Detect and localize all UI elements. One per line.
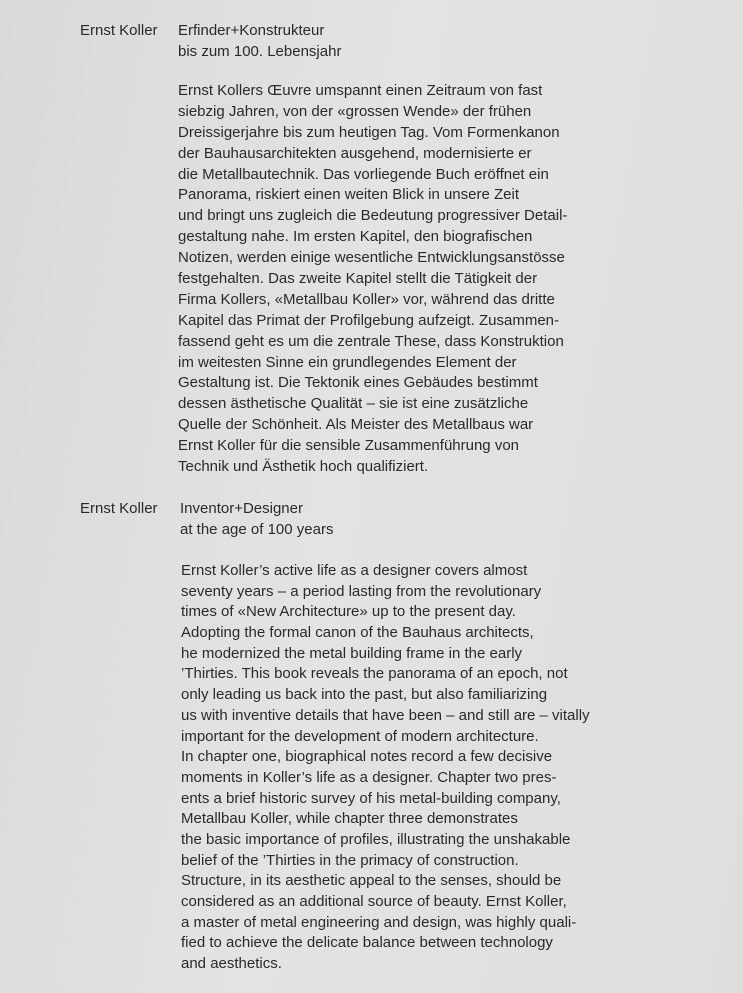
paragraph-line: festgehalten. Das zweite Kapitel stellt die Tätigkeit der — [178, 270, 538, 288]
paragraph-line: times of «New Architecture» up to the present day. — [181, 603, 516, 621]
paragraph-line: im weitesten Sinne ein grundlegendes Element der — [178, 353, 517, 371]
paragraph-line: der Bauhausarchitekten ausgehend, modernisierte er — [178, 144, 532, 162]
paragraph-line: only leading us back into the past, but also familiarizing — [181, 686, 548, 704]
paragraph-line: und bringt uns zugleich die Bedeutung progressiver Detail- — [178, 207, 568, 225]
paragraph-line: Gestaltung ist. Die Tektonik eines Gebäudes bestimmt — [178, 374, 538, 392]
english-paragraph — [181, 561, 590, 975]
paragraph-line: us with inventive details that have been – and still are – vitally — [181, 706, 590, 724]
paragraph-line: Technik und Ästhetik hoch qualifiziert. — [178, 458, 429, 476]
author-label: Ernst Koller — [80, 500, 158, 517]
paragraph-line: Dreissigerjahre bis zum heutigen Tag. Vom Formenkanon — [178, 123, 560, 141]
subtitle-line: at the age of 100 years — [180, 521, 334, 538]
title-line: Erfinder+Konstrukteur — [178, 22, 325, 39]
title-line: Inventor+Designer — [180, 500, 303, 517]
paragraph-line: and aesthetics. — [181, 955, 282, 973]
paragraph-line: Ernst Kollers Œuvre umspannt einen Zeitraum von fast — [178, 82, 543, 99]
subtitle-line: bis zum 100. Lebensjahr — [178, 43, 342, 60]
paragraph-line: Ernst Koller für die sensible Zusammenführung von — [178, 437, 520, 455]
paragraph-line: fassend geht es um die zentrale These, dass Konstruktion — [178, 332, 564, 350]
paragraph-line: siebzig Jahren, von der «grossen Wende» der frühen — [178, 102, 532, 120]
paragraph-line: the basic importance of profiles, illustrating the unshakable — [181, 830, 571, 848]
paragraph-line: Firma Kollers, «Metallbau Koller» vor, während das dritte — [178, 290, 555, 308]
author-label: Ernst Koller — [80, 22, 158, 39]
paragraph-line: fied to achieve the delicate balance between technology — [181, 934, 553, 952]
paragraph-line: seventy years – a period lasting from the revolutionary — [181, 582, 542, 600]
paragraph-line: ’Thirties. This book reveals the panorama of an epoch, not — [181, 665, 568, 683]
paragraph-line: Adopting the formal canon of the Bauhaus architects, — [181, 624, 534, 642]
paragraph-line: gestaltung nahe. Im ersten Kapitel, den biografischen — [178, 228, 533, 246]
paragraph-line: considered as an additional source of beauty. Ernst Koller, — [181, 893, 567, 910]
paragraph-line: Structure, in its aesthetic appeal to the senses, should be — [181, 872, 562, 890]
german-paragraph — [178, 81, 567, 478]
paragraph-line: Notizen, werden einige wesentliche Entwicklungsanstösse — [178, 249, 565, 267]
paragraph-line: a master of metal engineering and design, was highly quali- — [181, 913, 577, 931]
paragraph-line: ents a brief historic survey of his metal-building company, — [181, 789, 561, 807]
paragraph-line: important for the development of modern architecture. — [181, 727, 539, 745]
paragraph-line: dessen ästhetische Qualität – sie ist eine zusätzliche — [178, 395, 529, 413]
paragraph-line: Kapitel das Primat der Profilgebung aufzeigt. Zusammen- — [178, 311, 560, 329]
book-title — [178, 20, 341, 62]
paragraph-line: Ernst Koller’s active life as a designer covers almost — [181, 562, 528, 579]
paragraph-line: Quelle der Schönheit. Als Meister des Metallbaus war — [178, 416, 534, 434]
paragraph-line: die Metallbautechnik. Das vorliegende Buch eröffnet ein — [178, 165, 549, 183]
paragraph-line: belief of the ’Thirties in the primacy of construction. — [181, 851, 519, 869]
paragraph-line: he modernized the metal building frame in the early — [181, 644, 523, 662]
paragraph-line: moments in Koller’s life as a designer. Chapter two pres- — [181, 768, 557, 786]
book-title — [180, 498, 333, 540]
paragraph-line: In chapter one, biographical notes record a few decisive — [181, 748, 553, 766]
paragraph-line: Panorama, riskiert einen weiten Blick in unsere Zeit — [178, 186, 519, 204]
paragraph-line: Metallbau Koller, while chapter three demonstrates — [181, 810, 518, 828]
